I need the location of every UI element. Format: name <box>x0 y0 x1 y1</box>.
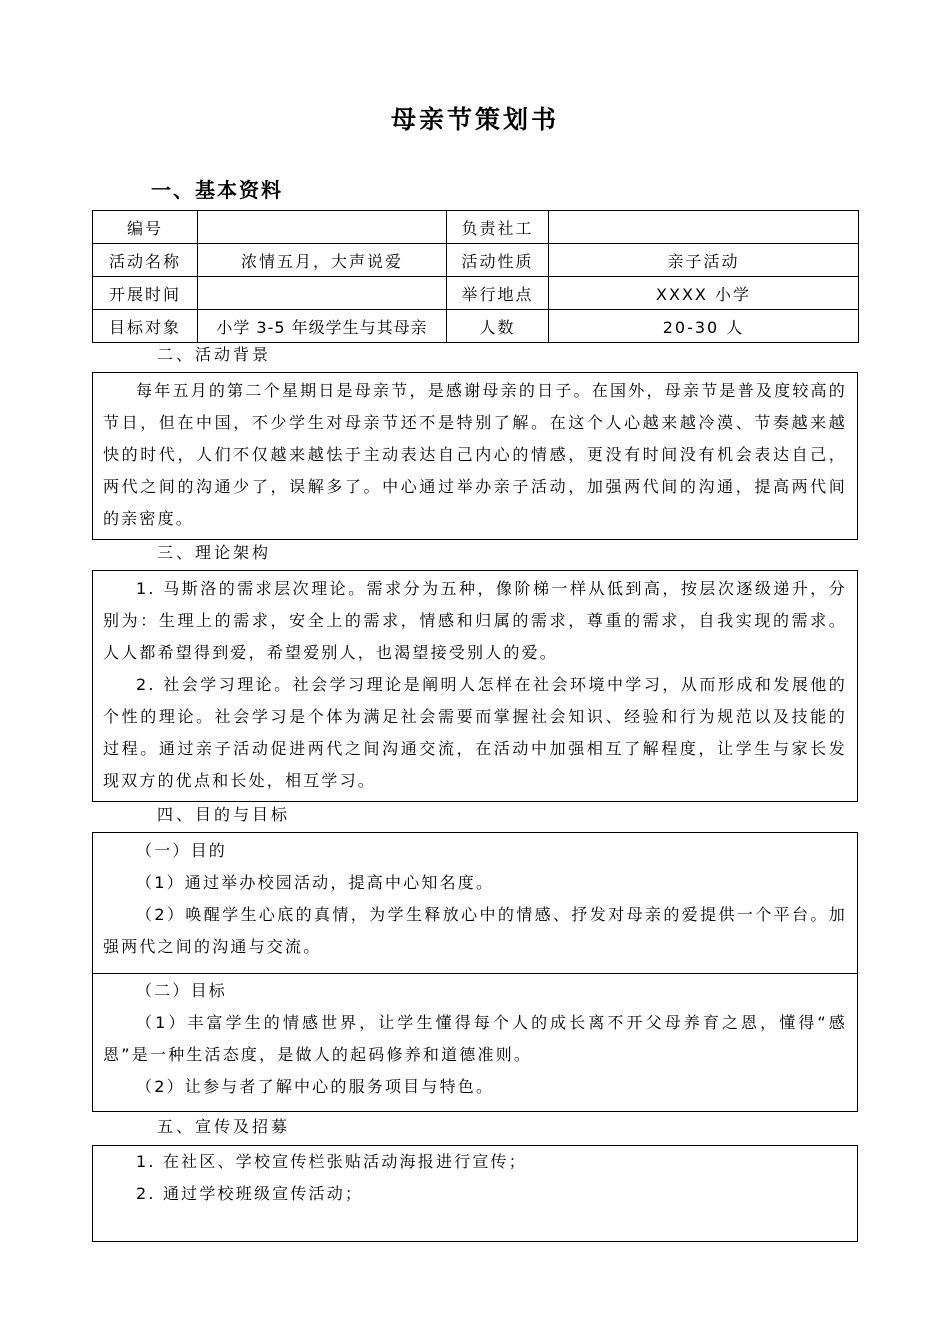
promo-item-2: 2. 通过学校班级宣传活动； <box>136 1184 364 1203</box>
table-cell: 目标对象 <box>93 310 198 343</box>
table-cell: 举行地点 <box>447 277 549 310</box>
table-cell <box>198 277 447 310</box>
table-cell: 浓情五月，大声说爱 <box>198 244 447 277</box>
theory-box <box>92 570 858 802</box>
table-cell: 活动名称 <box>93 244 198 277</box>
section-theory-heading: 三、理论架构 <box>157 543 272 562</box>
page-title: 母亲节策划书 <box>390 105 559 134</box>
purpose-item-2: （2）唤醒学生心底的真情，为学生释放心中的情感、抒发对母亲的爱提供一个平台。加强两代之间的沟通与交流。 <box>103 905 847 956</box>
purpose-item-1: （1）通过举办校园活动，提高中心知名度。 <box>136 873 495 892</box>
section-promo-heading: 五、宣传及招募 <box>157 1117 291 1136</box>
table-cell: 开展时间 <box>93 277 198 310</box>
table-cell: 亲子活动 <box>549 244 859 277</box>
objective-item-2: （2）让参与者了解中心的服务项目与特色。 <box>136 1077 495 1096</box>
objective-heading: （二）目标 <box>136 981 228 1000</box>
section-background-heading: 二、活动背景 <box>157 345 272 364</box>
table-cell: 编号 <box>93 211 198 244</box>
table-cell <box>549 211 859 244</box>
theory-paragraph-1: 1. 马斯洛的需求层次理论。需求分为五种，像阶梯一样从低到高，按层次逐级递升，分别为：生理上的需求，安全上的需求，情感和归属的需求，尊重的需求，自我实现的需求。人人都希望得到爱，希望爱别人，也渴望接受别人的爱。 <box>103 579 847 662</box>
promo-box <box>92 1145 858 1242</box>
objective-item-1: （1）丰富学生的情感世界，让学生懂得每个人的成长离不开父母养育之恩，懂得“感恩”是一种生活态度，是做人的起码修养和道德准则。 <box>103 1013 847 1064</box>
table-cell: 小学 3-5 年级学生与其母亲 <box>198 310 447 343</box>
info-table <box>92 210 859 343</box>
table-cell: 活动性质 <box>447 244 549 277</box>
background-box <box>92 372 858 540</box>
section-basic-heading: 一、基本资料 <box>151 178 283 202</box>
background-paragraph: 每年五月的第二个星期日是母亲节，是感谢母亲的日子。在国外，母亲节是普及度较高的节日，但在中国，不少学生对母亲节还不是特别了解。在这个人心越来越冷漠、节奏越来越快的时代，人们不仅越来越怯于主动表达自己内心的情感，更没有时间没有机会表达自己，两代之间的沟通少了，误解多了。中心通过举办亲子活动，加强两代间的沟通，提高两代间的亲密度。 <box>103 381 847 528</box>
table-cell: 20-30 人 <box>549 310 859 343</box>
goals-box <box>92 832 858 1112</box>
promo-item-1: 1. 在社区、学校宣传栏张贴活动海报进行宣传； <box>136 1152 527 1171</box>
table-cell: 负责社工 <box>447 211 549 244</box>
table-row <box>93 244 859 277</box>
table-cell: 人数 <box>447 310 549 343</box>
table-cell <box>198 211 447 244</box>
section-goals-heading: 四、目的与目标 <box>157 805 291 824</box>
table-row <box>93 277 859 310</box>
table-row <box>93 310 859 343</box>
purpose-heading: （一）目的 <box>136 841 228 860</box>
table-cell: XXXX 小学 <box>549 277 859 310</box>
theory-paragraph-2: 2. 社会学习理论。社会学习理论是阐明人怎样在社会环境中学习，从而形成和发展他的个性的理论。社会学习是个体为满足社会需要而掌握社会知识、经验和行为规范以及技能的过程。通过亲子活动促进两代之间沟通交流，在活动中加强相互了解程度，让学生与家长发现双方的优点和长处，相互学习。 <box>103 675 847 790</box>
table-row <box>93 211 859 244</box>
